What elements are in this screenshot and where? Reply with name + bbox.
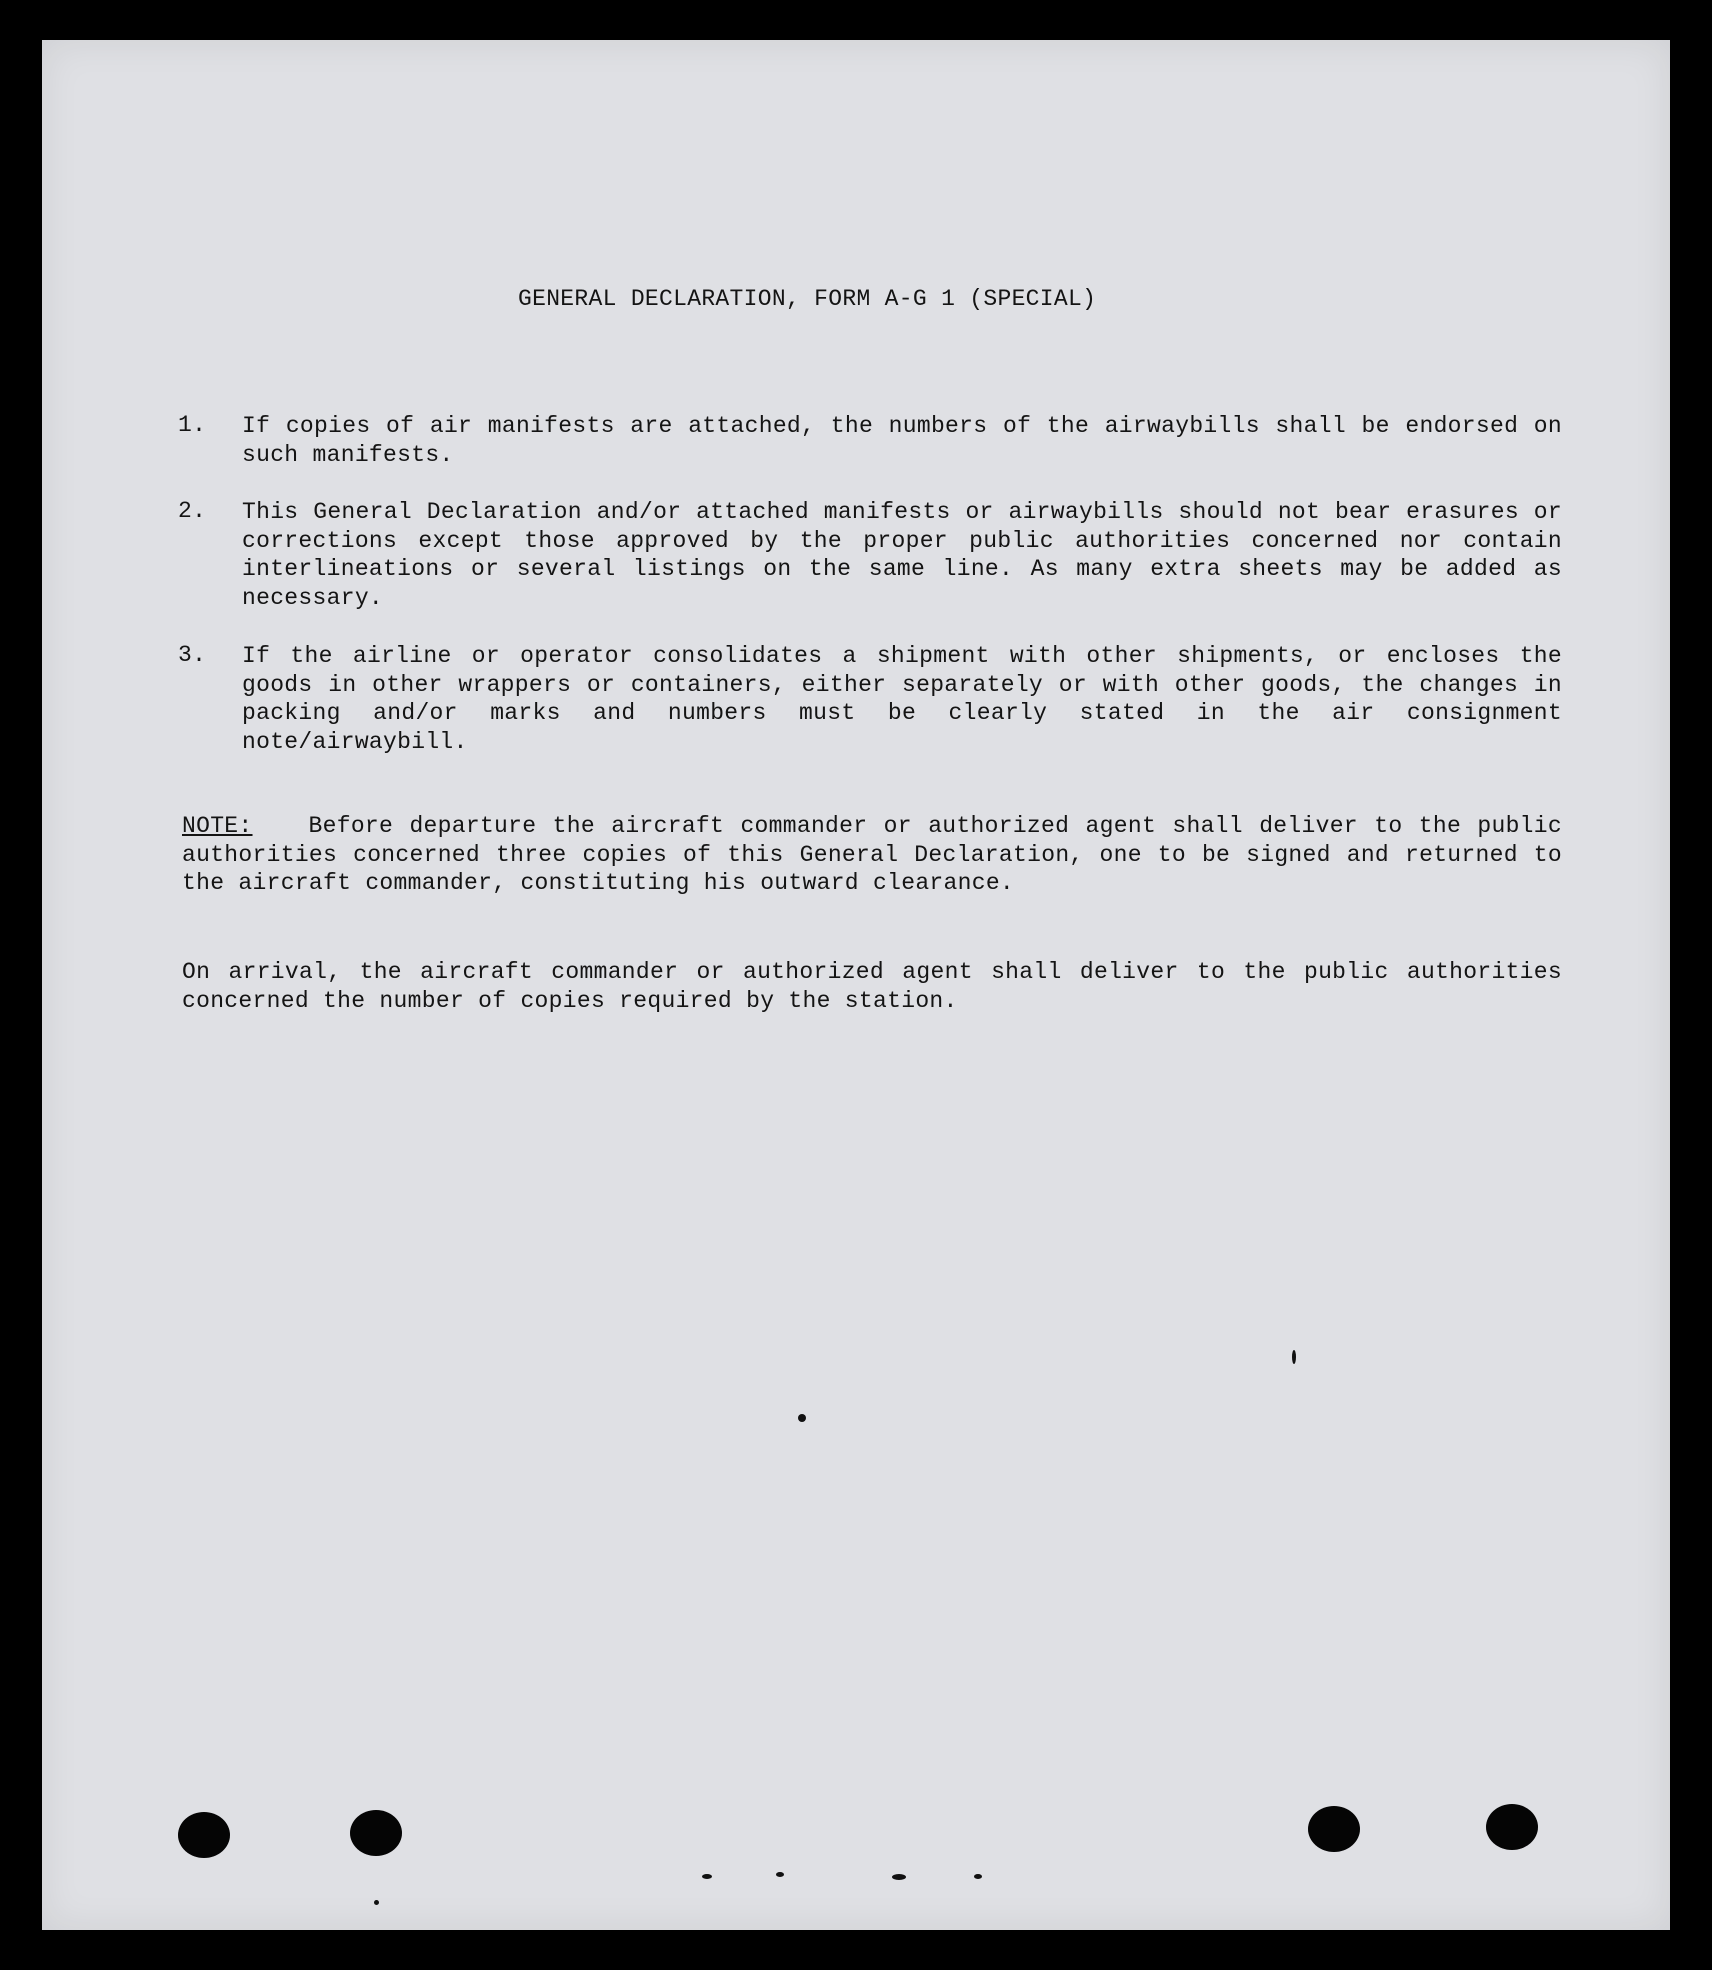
document-page bbox=[42, 40, 1670, 1930]
scan-speck bbox=[776, 1872, 784, 1877]
note-label: NOTE: bbox=[182, 813, 253, 839]
item-text: If the airline or operator consolidates a shipment with other shipments, or encloses the goods in other wrappers or containers, either separately or with other goods, the changes in packing and/or marks and numbers must be clearly stated in the air consignment note/airwaybill. bbox=[242, 643, 1562, 755]
item-text: This General Declaration and/or attached manifests or airwaybills should not bear erasures or corrections except those approved by the proper public authorities concerned nor contain interlineations or several listings on the same line. As many extra sheets may be added as necessary. bbox=[242, 499, 1562, 611]
document-title: GENERAL DECLARATION, FORM A-G 1 (SPECIAL) bbox=[518, 286, 1097, 312]
punch-hole bbox=[1486, 1804, 1538, 1850]
punch-hole bbox=[178, 1812, 230, 1858]
scan-speck bbox=[702, 1874, 712, 1879]
item-number: 3. bbox=[178, 642, 207, 668]
scan-speck bbox=[374, 1900, 379, 1905]
scan-speck bbox=[1292, 1350, 1296, 1364]
arrival-paragraph: On arrival, the aircraft commander or authorized agent shall deliver to the public authorities concerned the number of copies required by the station. bbox=[182, 959, 1562, 1014]
item-number: 2. bbox=[178, 498, 207, 524]
item-number: 1. bbox=[178, 412, 207, 438]
punch-hole bbox=[1308, 1806, 1360, 1852]
note-paragraph bbox=[182, 812, 1562, 898]
scan-speck bbox=[974, 1874, 982, 1879]
scan-speck bbox=[798, 1414, 806, 1422]
punch-hole bbox=[350, 1810, 402, 1856]
item-text: If copies of air manifests are attached, the numbers of the airwaybills shall be endorsed on such manifests. bbox=[242, 413, 1562, 468]
scan-speck bbox=[892, 1874, 906, 1880]
note-text: Before departure the aircraft commander or authorized agent shall deliver to the public authorities concerned three copies of this General Declaration, one to be signed and returned to the aircraft commander, constituting his outward clearance. bbox=[182, 813, 1562, 896]
